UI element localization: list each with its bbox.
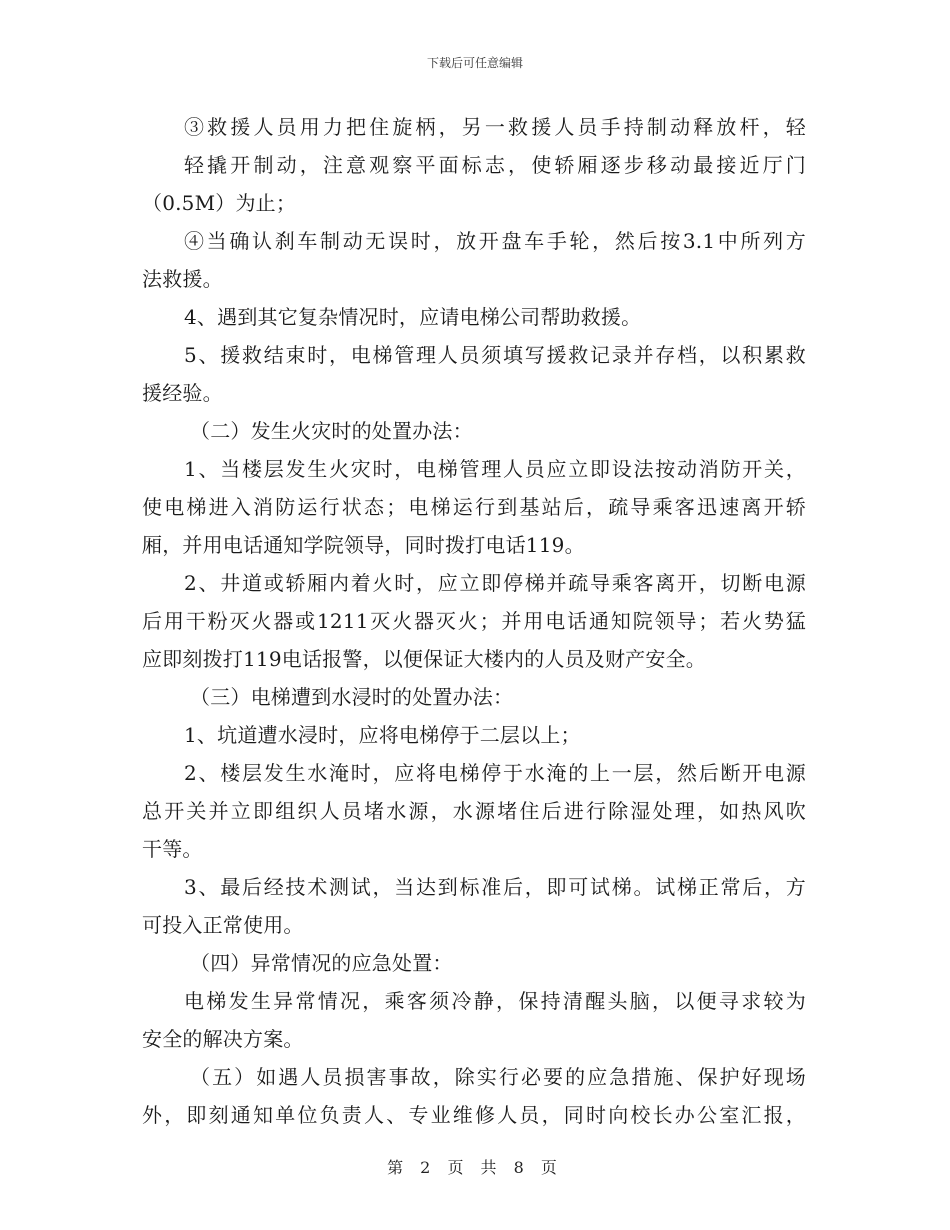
- page-footer: 第 2 页 共 8 页: [387, 1158, 563, 1177]
- text-line: 2、楼层发生水淹时，应将电梯停于水淹的上一层，然后断开电源: [184, 761, 806, 785]
- text-line: 5、援救结束时，电梯管理人员须填写援救记录并存档，以积累救: [184, 343, 806, 367]
- page-header: 下载后可任意编辑: [426, 56, 523, 70]
- text-line: （四）异常情况的应急处置：: [190, 951, 453, 975]
- text-line: 3、最后经技术测试，当达到标准后，即可试梯。试梯正常后，方: [184, 875, 806, 899]
- text-line: 外，即刻通知单位负责人、专业维修人员，同时向校长办公室汇报，: [142, 1103, 806, 1127]
- text-line: （二）发生火灾时的处置办法：: [190, 419, 473, 443]
- text-line: （0.5M）为止；: [142, 191, 297, 215]
- text-line: ④当确认刹车制动无误时，放开盘车手轮，然后按3.1中所列方: [184, 229, 806, 253]
- text-line: 法救援。: [142, 267, 223, 291]
- text-line: 4、遇到其它复杂情况时，应请电梯公司帮助救援。: [184, 305, 642, 329]
- text-line: 轻撬开制动，注意观察平面标志，使轿厢逐步移动最接近厅门: [184, 153, 806, 177]
- document-body: [142, 110, 806, 1136]
- text-line: 电梯发生异常情况，乘客须冷静，保持清醒头脑，以便寻求较为: [184, 989, 806, 1013]
- text-line: 援经验。: [142, 381, 223, 405]
- text-line: 干等。: [142, 837, 203, 861]
- text-line: 后用干粉灭火器或1211灭火器灭火；并用电话通知院领导；若火势猛: [142, 609, 806, 633]
- text-line: 1、坑道遭水浸时，应将电梯停于二层以上；: [184, 723, 581, 747]
- text-line: 应即刻拨打119电话报警，以便保证大楼内的人员及财产安全。: [142, 647, 706, 671]
- text-line: 总开关并立即组织人员堵水源，水源堵住后进行除湿处理，如热风吹: [142, 799, 806, 823]
- text-line: 1、当楼层发生火灾时，电梯管理人员应立即设法按动消防开关，: [184, 457, 806, 481]
- text-line: 使电梯进入消防运行状态；电梯运行到基站后，疏导乘客迅速离开轿: [142, 495, 806, 519]
- text-line: 安全的解决方案。: [142, 1027, 304, 1051]
- text-line: 厢，并用电话通知学院领导，同时拨打电话119。: [142, 533, 585, 557]
- text-line: 2、井道或轿厢内着火时，应立即停梯并疏导乘客离开，切断电源: [184, 571, 806, 595]
- text-line: ③救援人员用力把住旋柄，另一救援人员手持制动释放杆，轻: [184, 115, 806, 139]
- text-line: （三）电梯遭到水浸时的处置办法：: [190, 685, 514, 709]
- text-line: 可投入正常使用。: [142, 913, 304, 937]
- text-line: （五）如遇人员损害事故，除实行必要的应急措施、保护好现场: [190, 1065, 806, 1089]
